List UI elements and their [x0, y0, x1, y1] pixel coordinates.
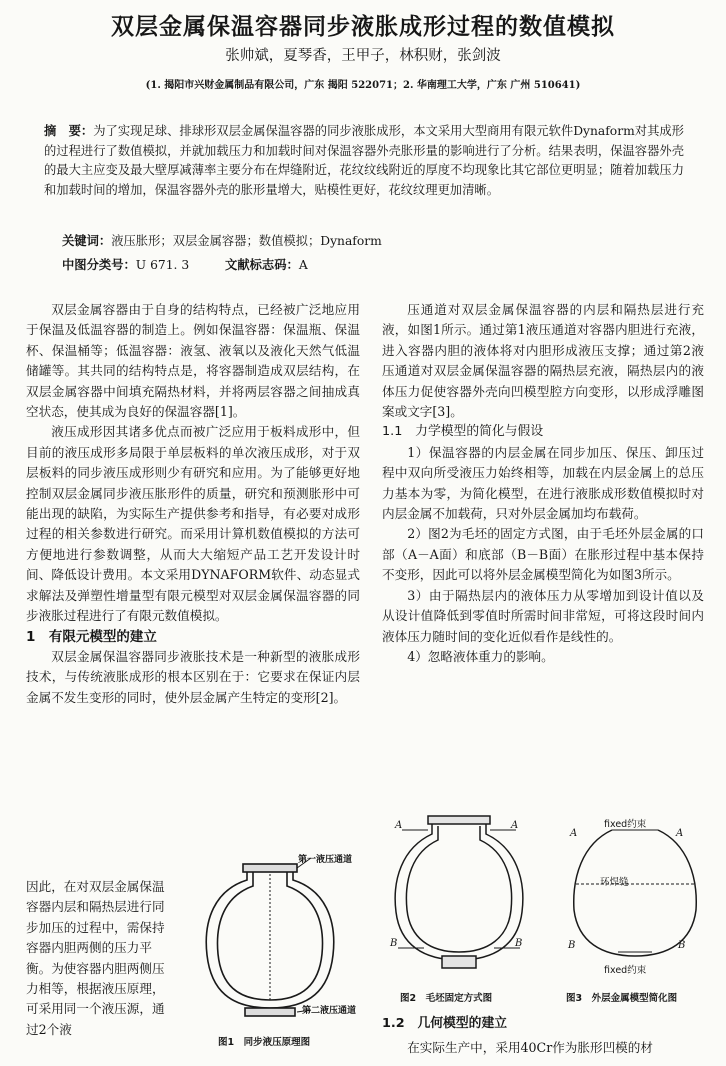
class-value: U 671. 3 [135, 258, 190, 272]
keywords-text: 液压胀形；双层金属容器；数值模拟；Dynaform [111, 234, 382, 248]
assumption-3: 3）由于隔热层内的液体压力从零增加到设计值以及从设计值降低到零值时所需时间非常短，可将这段时间内液体压力随时间的变化近似看作是线性的。 [382, 587, 704, 644]
fig2-label-b-right: B [515, 938, 523, 949]
fig2-outer-shell [395, 822, 523, 960]
fig3-label-b-left: B [568, 940, 576, 951]
section-1-paragraph: 双层金属保温容器同步液胀技术是一种新型的液胀成形技术，与传统液胀成形的根本区别在于：它要求在保证内层金属不发生变形的同时，使外层金属产生特定的变形[2]。 [26, 648, 360, 705]
fig3-fixed-bottom-label: fixed约束 [604, 965, 647, 976]
assumption-1: 1）保温容器的内层金属在同步加压、保压、卸压过程中双向所受液压力始终相等，加载在内层金属上的总压力基本为零，为简化模型，在进行液胀成形数值模拟时对内层金属不加载荷，只对外层金属加均布载荷。 [382, 444, 704, 522]
left-column [26, 300, 360, 708]
section-1-2-paragraph: 在实际生产中，采用40Cr作为胀形凹模的材 [407, 1040, 653, 1056]
fig1-label-second-channel: 第二液压通道 [302, 1006, 357, 1016]
fig2-caption: 图2 毛坯固定方式图 [400, 993, 493, 1004]
assumption-4: 4）忽略液体重力的影响。 [407, 648, 554, 664]
intro-paragraph-1: 双层金属容器由于自身的结构特点，已经被广泛地应用于保温及低温容器的制造上。例如保温容器：保温瓶、保温杯、保温桶等；低温容器：液氢、液氧以及液化天然气低温储罐等。其共同的结构特点是，将容器制造成双层结构，在双层金属容器中间填充隔热材料，并将两层容器之间抽成真空状态，使其成为良好的保温容器[1]。 [26, 302, 360, 420]
fig3-shell-outline [574, 830, 696, 956]
authors: 张帅斌，夏琴香，王甲子，林积财，张剑波 [225, 48, 501, 64]
fig3-label-b-right: B [678, 940, 686, 951]
fig1-top-fitting [243, 864, 297, 872]
fig1-caption: 图1 同步液压原理图 [218, 1037, 311, 1048]
abstract [44, 122, 684, 200]
fig2-label-a-right: A [511, 820, 519, 831]
assumption-2: 2）图2为毛坯的固定方式图，由于毛坯外层金属的口部（A－A面）和底部（B－B面）在胀形过程中基本保持不变形，因此可以将外层金属模型简化为如图3所示。 [382, 526, 704, 583]
fig3-caption: 图3 外层金属模型简化图 [566, 993, 678, 1004]
narrow-paragraph: 因此，在对双层金属保温容器内层和隔热层进行同步加压的过程中，需保持容器内胆两侧的压力平衡。为使容器内胆两侧压力相等，根据液压原理，可采用同一个液压源，通过2个液 [26, 879, 165, 1037]
fig1-label-first-channel: 第一液压通道 [298, 855, 353, 865]
section-1-2-heading: 1.2 几何模型的建立 [382, 1016, 508, 1031]
fig2-inner-shell [406, 826, 511, 952]
fig2-label-a-left: A [395, 820, 403, 831]
intro-paragraph-2: 液压成形因其诸多优点而被广泛应用于板料成形中，但目前的液压成形多局限于单层板料的单次液压成形，对于双层板料的同步液压成形则少有研究和应用。为了能够更好地控制双层金属同步液压胀形件的质量，研究和预测胀形中可能出现的缺陷，为实际生产提供参考和指导，有必要对成形过程的相关参数进行研究。而采用计算机数值模拟的方法可方便地进行参数调整，从而大大缩短产品工艺开发设计时间、降低设计费用。本文采用DYNAFORM软件、动态显式求解法及弹塑性增量型有限元模型对双层金属保温容器的同步液胀过程进行了有限元数值模拟。 [26, 424, 360, 624]
section-1-2 [382, 1012, 704, 1059]
fig3-fixed-top-label: fixed约束 [604, 819, 647, 830]
keywords-label: 关键词： [62, 234, 112, 248]
paper-title: 双层金属保温容器同步液胀成形过程的数值模拟 [111, 14, 615, 40]
fig3-weld-label: 环焊缝 [600, 877, 629, 888]
abstract-text: 为了实现足球、排球形双层金属保温容器的同步液胀成形，本文采用大型商用有限元软件Dynaform对其成形的过程进行了数值模拟，并就加载压力和加载时间对保温容器外壳胀形量的影响进行了分析。结果表明，保温容器外壳的最大主应变及最大壁厚减薄率主要分布在焊缝附近，花纹纹线附近的厚度不均现象比其它部位更明显；随着加载压力和加载时间的增加，保温容器外壳的胀形量增大，贴模性更好，花纹纹理更加清晰。 [44, 124, 684, 197]
classification-line [62, 256, 682, 275]
doc-code-value: A [298, 258, 308, 272]
right-paragraph-1: 压通道对双层金属保温容器的内层和隔热层进行充液，如图1所示。通过第1液压通道对容器内胆进行充液，进入容器内胆的液体将对内胆形成液压支撑；通过第2液压通道对双层金属保温容器的隔热层充液，隔热层内的液体压力促使容器外壳向凹模型腔方向变形，以形成浮雕图案或文字[3]。 [382, 302, 704, 420]
fig3-label-a-right: A [676, 828, 684, 839]
abstract-label: 摘 要： [44, 124, 94, 138]
fig2-neck [428, 816, 490, 824]
section-1-heading: 1 有限元模型的建立 [26, 628, 157, 645]
fig1-bottom-fitting [245, 1008, 295, 1016]
keywords [62, 232, 682, 251]
affiliation: (1. 揭阳市兴财金属制品有限公司，广东 揭阳 522071；2. 华南理工大学，广东 广州 510641) [145, 80, 581, 91]
fig2-label-b-left: B [390, 938, 398, 949]
section-1-1-heading: 1.1 力学模型的简化与假设 [382, 424, 544, 440]
class-label: 中图分类号： [62, 258, 136, 272]
right-column [382, 300, 704, 667]
doc-code-label: 文献标志码： [225, 258, 299, 272]
fig3-label-a-left: A [570, 828, 578, 839]
fig2-base-support [442, 956, 476, 968]
